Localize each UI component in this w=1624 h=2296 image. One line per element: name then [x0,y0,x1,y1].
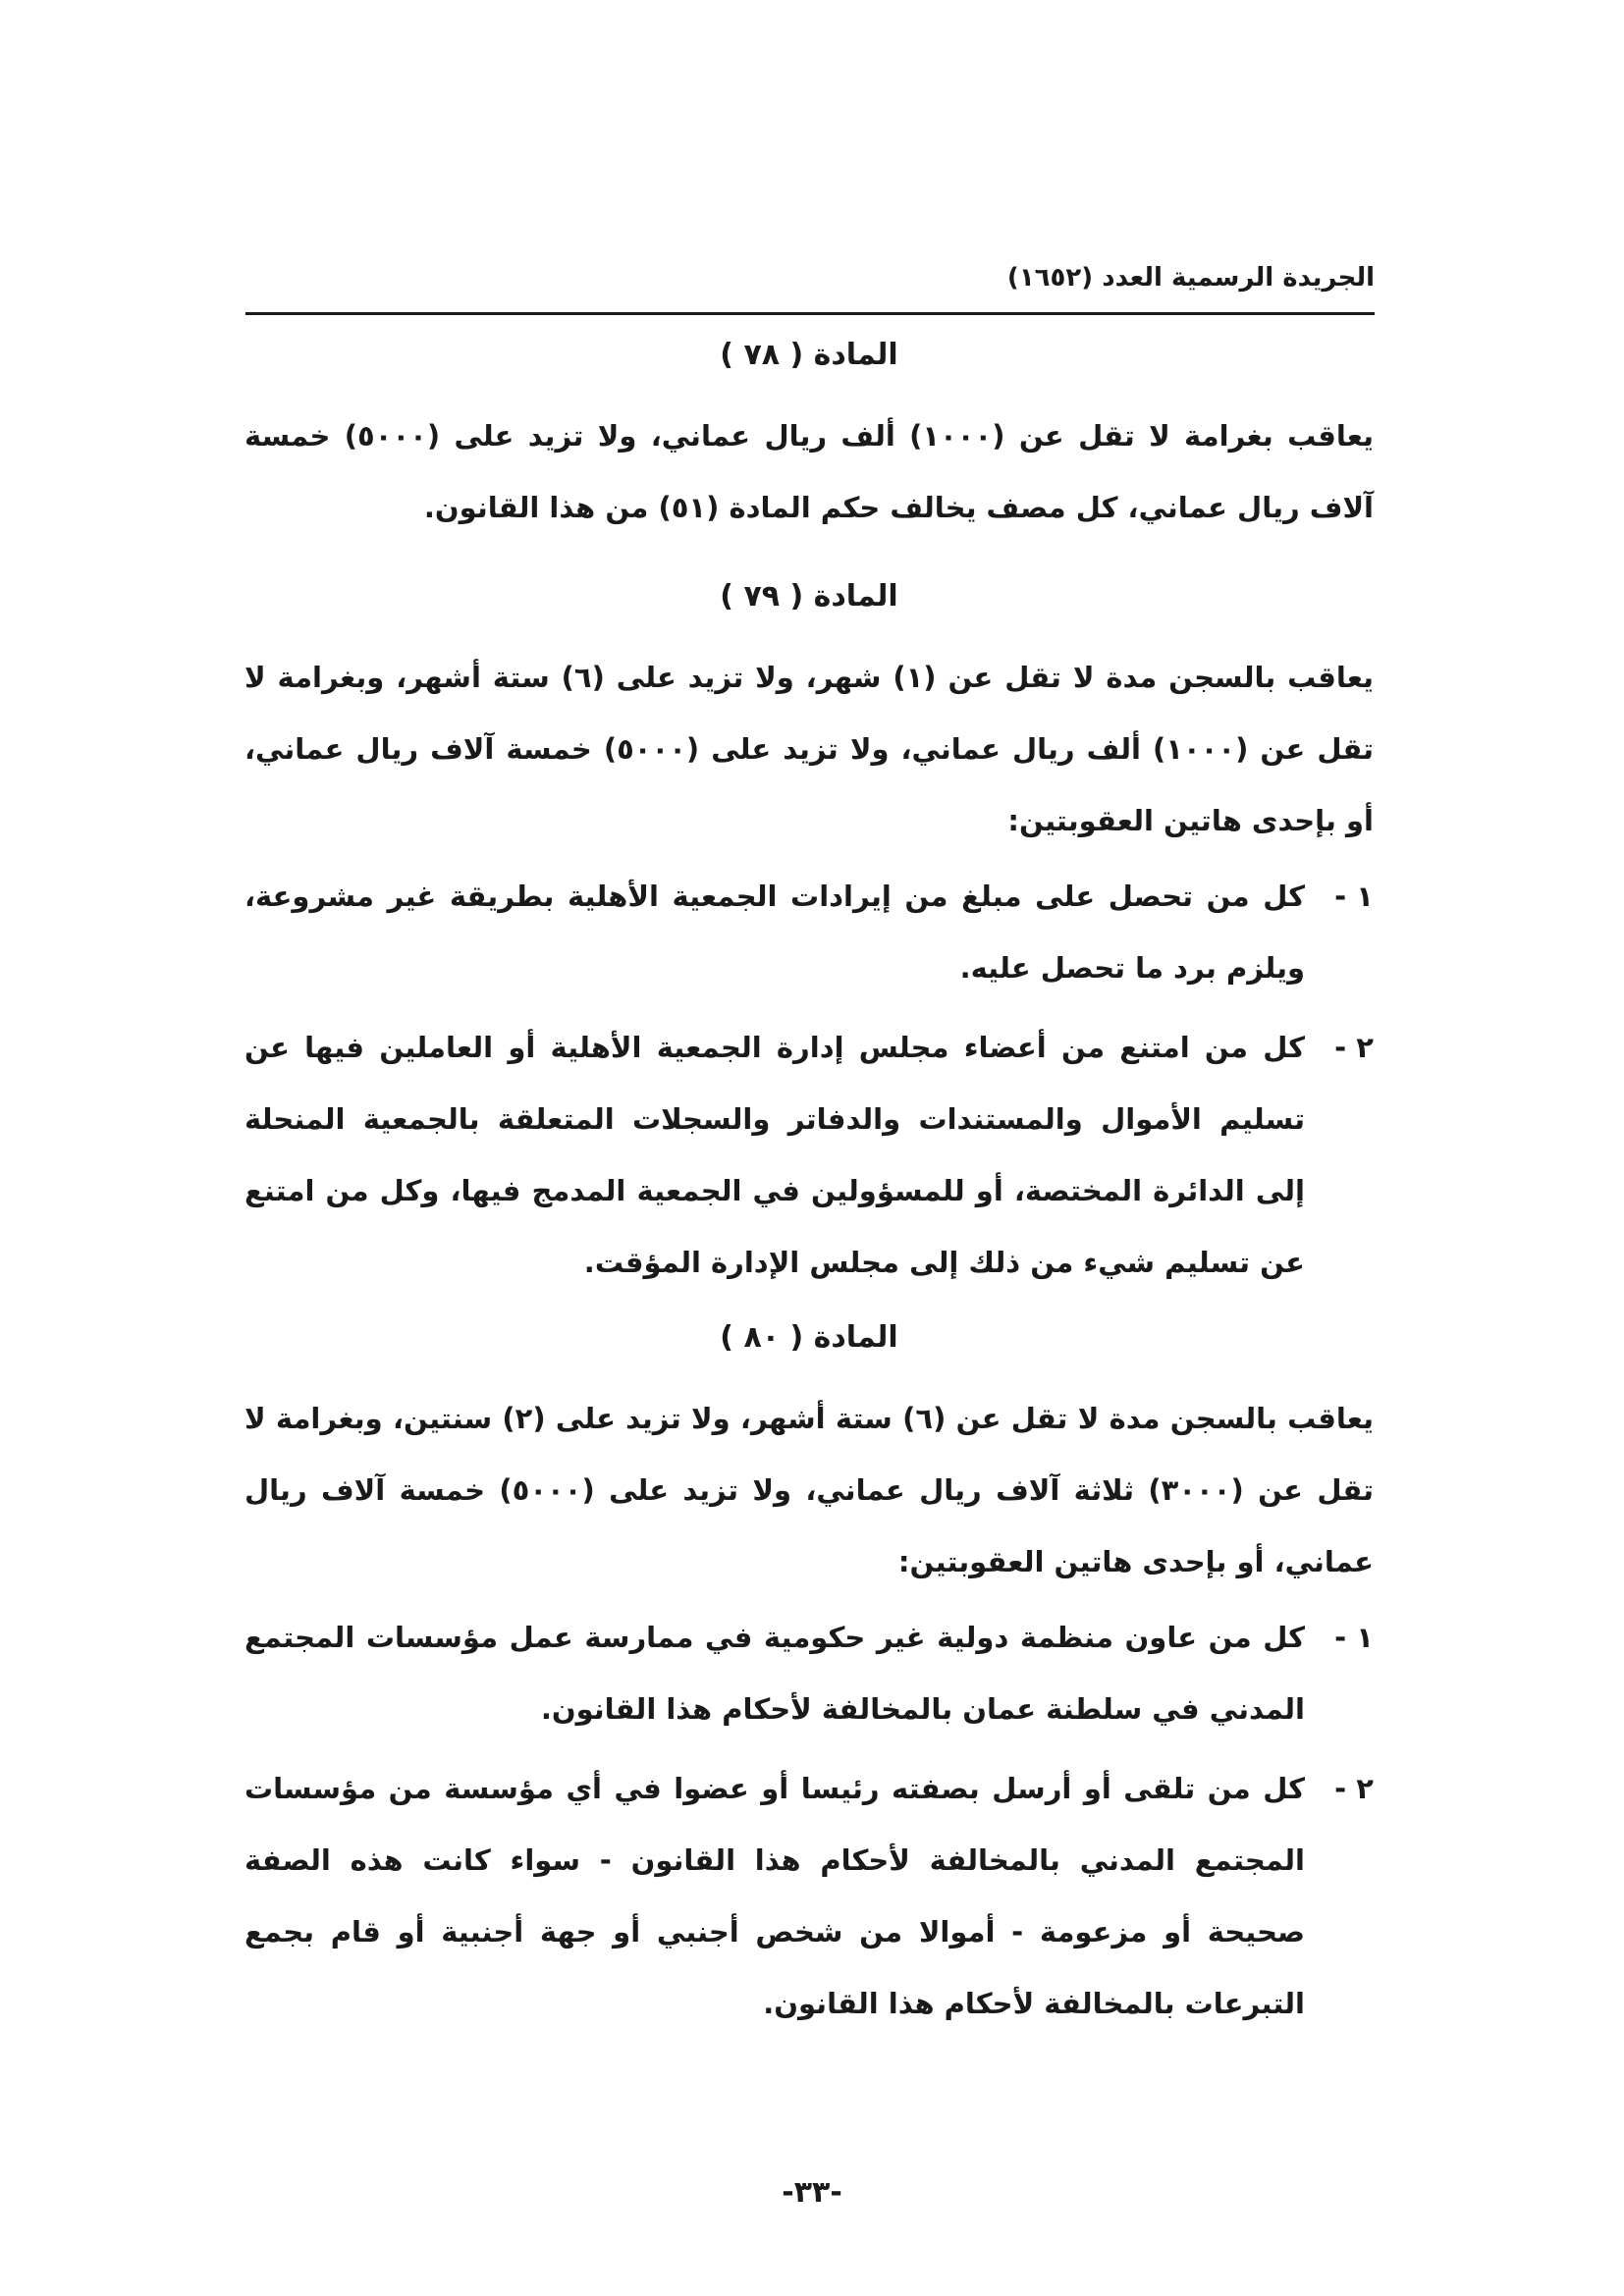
article-78 [244,324,1374,544]
item-number: ٢ - [1334,1031,1374,1064]
article-title: المادة ( ٧٨ ) [720,338,898,372]
article-text: يعاقب بالسجن مدة لا تقل عن (٦) ستة أشهر، ولا تزيد على (٢) سنتين، وبغرامة لا تقل عن (٣٠٠٠) ثلاثة آلاف ريال عماني، ولا تزيد على (٥٠٠٠) خمسة آلاف ريال عماني، أو بإحدى هاتين العقوبتين: [244,1402,1374,1578]
article-80 [244,1307,1374,2040]
article-title: المادة ( ٧٩ ) [720,579,898,614]
list-item [244,1753,1374,2040]
item-number: ٢ - [1334,1772,1374,1805]
item-text: كل من تلقى أو أرسل بصفته رئيسا أو عضوا في أي مؤسسة من مؤسسات المجتمع المدني بالمخالفة لأحكام هذا القانون - سواء كانت هذه الصفة صحيحة أو مزعومة - أموالا من شخص أجنبي أو جهة أجنبية أو قام بجمع التبرعات بالمخالفة لأحكام هذا القانون. [244,1772,1305,2020]
article-79 [244,565,1374,1299]
item-number: ١ - [1334,880,1374,913]
list-item [244,1012,1374,1299]
article-text: يعاقب بالسجن مدة لا تقل عن (١) شهر، ولا تزيد على (٦) ستة أشهر، وبغرامة لا تقل عن (١٠٠٠) ألف ريال عماني، ولا تزيد على (٥٠٠٠) خمسة آلاف ريال عماني، أو بإحدى هاتين العقوبتين: [244,661,1375,837]
page-content [244,324,1374,2048]
running-header-title: الجريدة الرسمية العدد (١٦٥٢) [1006,263,1375,293]
list-item [244,1602,1374,1745]
item-text: كل من عاون منظمة دولية غير حكومية في ممارسة عمل مؤسسات المجتمع المدني في سلطنة عمان بالمخالفة لأحكام هذا القانون. [244,1621,1305,1726]
item-text: كل من امتنع من أعضاء مجلس إدارة الجمعية الأهلية أو العاملين فيها عن تسليم الأموال والمستندات والدفاتر والسجلات المتعلقة بالجمعية المنحلة إلى الدائرة المختصة، أو للمسؤولين في الجمعية المدمج فيها، وكل من امتنع عن تسليم شيء من ذلك إلى مجلس الإدارة المؤقت. [244,1031,1305,1279]
list-item [244,861,1374,1004]
page-number: -٣٣- [782,2175,842,2210]
item-text: كل من تحصل على مبلغ من إيرادات الجمعية الأهلية بطريقة غير مشروعة، ويلزم برد ما تحصل عليه. [244,880,1305,985]
article-text: يعاقب بغرامة لا تقل عن (١٠٠٠) ألف ريال عماني، ولا تزيد على (٥٠٠٠) خمسة آلاف ريال عماني، كل مصف يخالف حكم المادة (٥١) من هذا القانون. [244,419,1374,524]
article-title: المادة ( ٨٠ ) [720,1320,898,1355]
running-header [245,253,1375,315]
item-number: ١ - [1334,1621,1374,1654]
